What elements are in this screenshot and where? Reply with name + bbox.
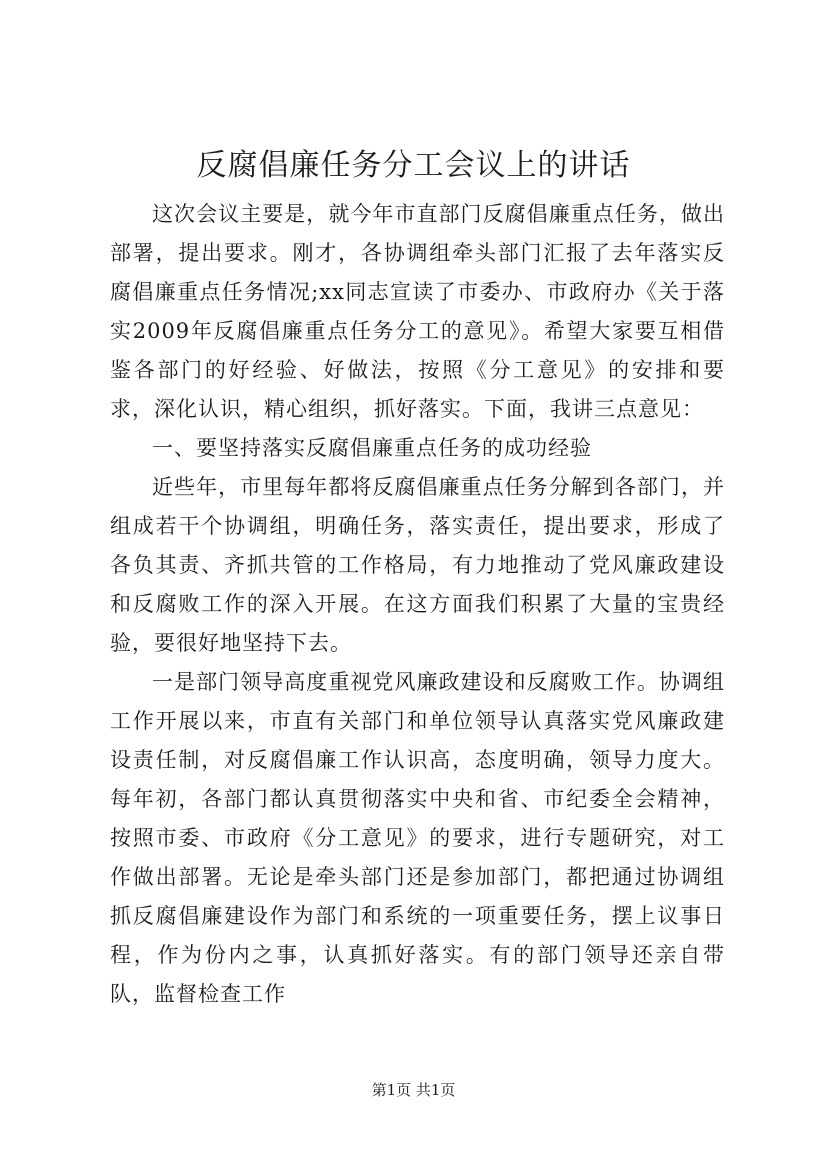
paragraph-point-one: 一是部门领导高度重视党风廉政建设和反腐败工作。协调组工作开展以来，市直有关部门和单位领导认真落实党风廉政建设责任制，对反腐倡廉工作认识高，态度明确，领导力度大。每年初，各部门都认真贯彻落实中央和省、市纪委全会精神，按照市委、市政府《分工意见》的要求，进行专题研究，对工作做出部署。无论是牵头部门还是参加部门，都把通过协调组抓反腐倡廉建设作为部门和系统的一项重要任务，摆上议事日程，作为份内之事，认真抓好落实。有的部门领导还亲自带队，监督检查工作 — [110, 670, 725, 1006]
document-title: 反腐倡廉任务分工会议上的讲话 — [196, 148, 631, 183]
paragraph-intro: 这次会议主要是，就今年市直部门反腐倡廉重点任务，做出部署，提出要求。刚才，各协调组牵头部门汇报了去年落实反腐倡廉重点任务情况;xx同志宣读了市委办、市政府办《关于落实2009年反腐倡廉重点任务分工的意见》。希望大家要互相借鉴各部门的好经验、好做法，按照《分工意见》的安排和要求，深化认识，精心组织，抓好落实。下面，我讲三点意见： — [110, 202, 725, 421]
page-footer: 第1页 共1页 — [371, 1081, 456, 1099]
paragraph-experience: 近些年，市里每年都将反腐倡廉重点任务分解到各部门，并组成若干个协调组，明确任务，落实责任，提出要求，形成了各负其责、齐抓共管的工作格局，有力地推动了党风廉政建设和反腐败工作的深入开展。在这方面我们积累了大量的宝贵经验，要很好地坚持下去。 — [110, 475, 725, 655]
section-heading-1: 一、要坚持落实反腐倡廉重点任务的成功经验 — [152, 436, 592, 460]
document-body — [110, 195, 725, 1014]
